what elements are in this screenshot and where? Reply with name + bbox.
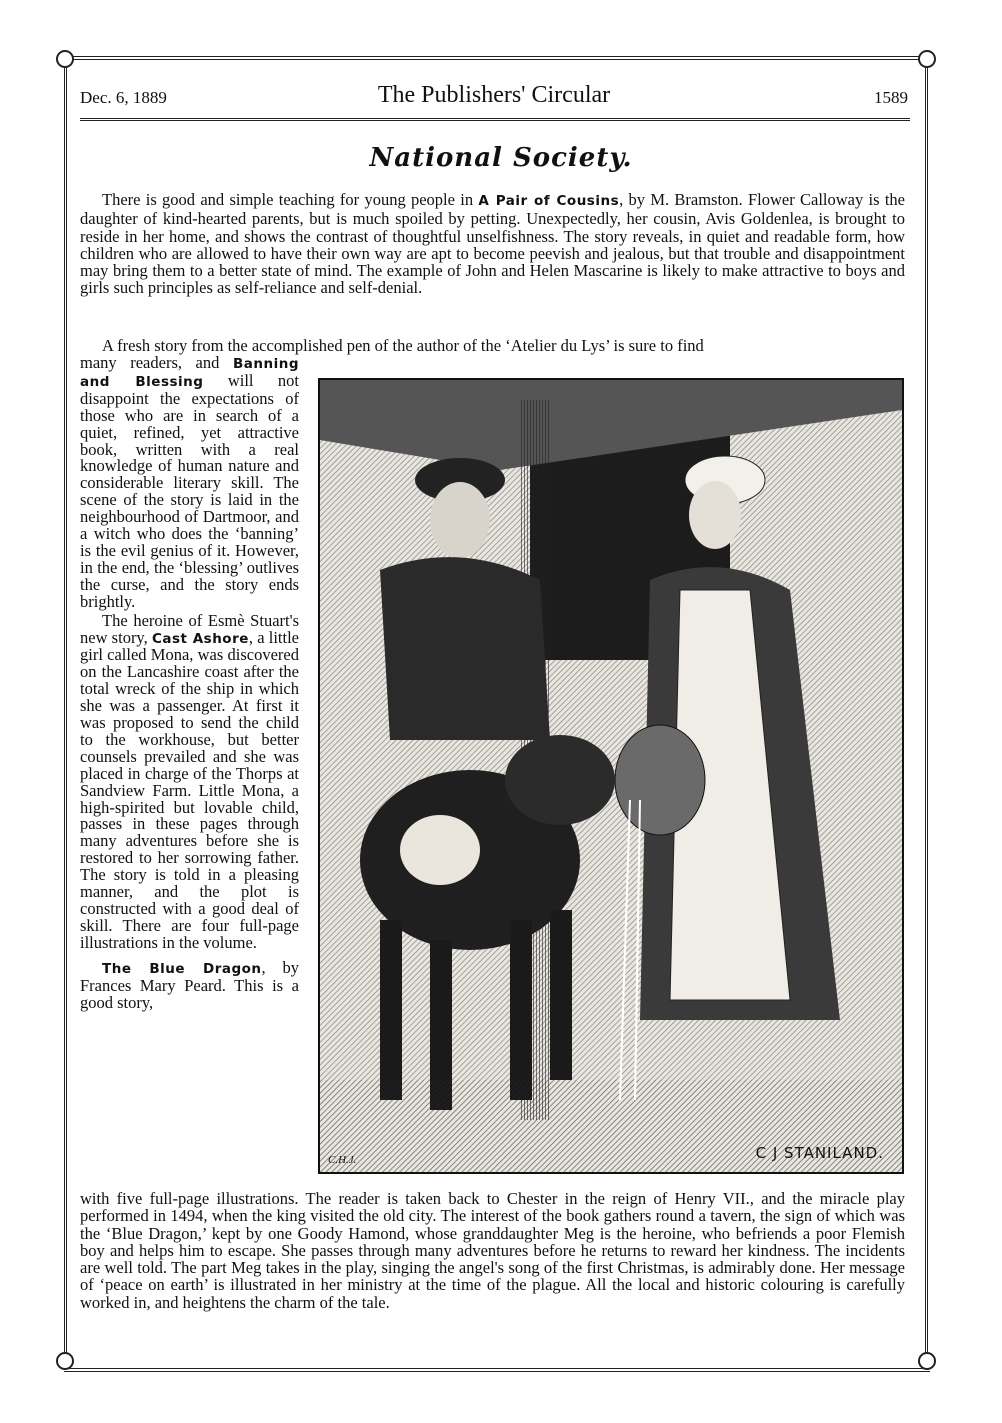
book-title: Cast Ashore — [151, 630, 249, 647]
engraving-illustration — [318, 378, 904, 1174]
review-blue-dragon-start: The Blue Dragon, by Frances Mary Peard. This is a good story, — [80, 957, 299, 1012]
border-left — [64, 62, 67, 1360]
book-title: Banning and Blessing — [80, 356, 299, 390]
book-title: The Blue Dragon — [102, 960, 262, 977]
section-title: National Society. — [369, 143, 633, 173]
review-banning-lead: A fresh story from the accomplished pen of the author of the ‘Atelier du Lys’ is sure to find — [102, 336, 704, 355]
header-rule — [80, 118, 910, 121]
left-column — [80, 355, 299, 1011]
review-banning-and-blessing: many readers, and Banning and Blessing will not disappoint the expectations of those who are in search of a quiet, refined, yet attractive book, written with a real knowledge of human nature and considerable literary skill. The scene of the story is laid in the neighbourhood of Dartmoor, and a witch who does the ‘banning’ is the evil genius of it. However, in the end, the ‘blessing’ outlives the curse, and the story ends brightly. — [80, 353, 299, 611]
border-right — [925, 62, 928, 1360]
artist-signature: C J STANILAND. — [755, 1144, 884, 1162]
corner-ornament — [918, 1352, 936, 1370]
page-number: 1589 — [874, 88, 908, 107]
review-blue-dragon-continued: with five full-page illustrations. The reader is taken back to Chester in the reign of Henry VII., and the miracle play performed in 1494, when the king visited the old city. The interest of the book gathers round a tavern, the sign of which was the ‘Blue Dragon,’ kept by one Goody Hamond, whose granddaughter Meg is the heroine, who befriends a poor Flemish boy and helps him to escape. She passes through many adventures before he returns to reward her kindness. The incidents are well told. The part Meg takes in the play, singing the angel's song of the first Christmas, is admirably done. Her message of ‘peace on earth’ is illustrated in her ministry at the time of the plague. All the local and historic colouring is carefully worked in, and heightens the charm of the tale. — [80, 1189, 905, 1312]
book-title: A Pair of Cousins — [478, 193, 620, 209]
corner-ornament — [56, 1352, 74, 1370]
publication-title: The Publishers' Circular — [377, 82, 611, 108]
engraver-mark: C.H.J. — [328, 1154, 357, 1166]
engraving-artwork — [320, 380, 902, 1172]
corner-ornament — [918, 50, 936, 68]
corner-ornament — [56, 50, 74, 68]
running-header — [80, 82, 908, 112]
issue-date: Dec. 6, 1889 — [80, 88, 167, 107]
review-pair-of-cousins: There is good and simple teaching for young people in A Pair of Cousins, by M. Bramston. Flower Calloway is the daughter of kind-hearted parents, but is much spoiled by petting. Unexpectedly, her cousin, Avis Goldenlea, is brought to reside in her home, and shows the contrast of thoughtful unselfishness. The story reveals, in quiet and readable form, how children who are allowed to have their own way are apt to become peevish and jealous, but that trouble and disappointment may bring them to a better state of mind. The example of John and Helen Mascarine is likely to make attractive to boys and girls such principles as self-reliance and self-denial. — [80, 190, 905, 298]
review-cast-ashore: The heroine of Esmè Stuart's new story, Cast Ashore, a little girl called Mona, was discovered on the Lancashire coast after the total wreck of the ship in which she was a passenger. At first it was proposed to send the child to the workhouse, but better counsels prevailed and she was placed in charge of the Thorps at Sandview Farm. Little Mona, a high-spirited but lovable child, passes in these pages through many adventures before she is restored to her sorrowing father. The story is told in a pleasing manner, and the plot is constructed with a good deal of skill. There are four full-page illustrations in the volume. — [80, 610, 299, 952]
